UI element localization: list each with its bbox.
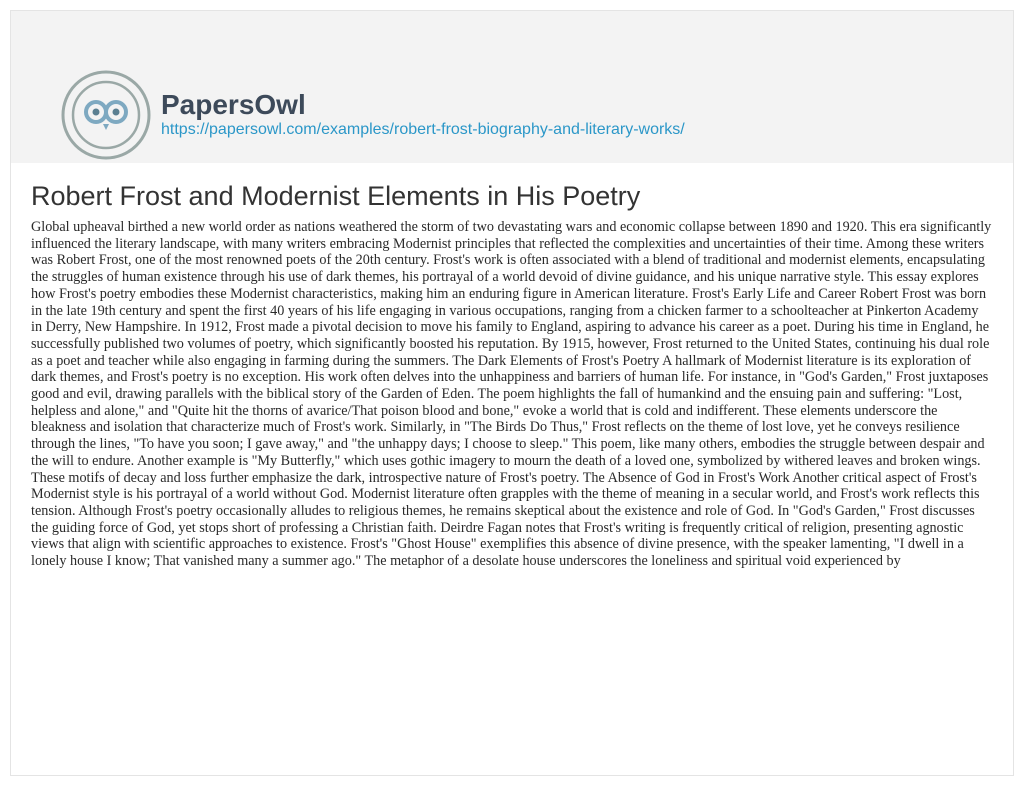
document-page xyxy=(10,10,1014,776)
site-header xyxy=(11,11,1013,163)
owl-logo-icon xyxy=(60,69,152,161)
page-bottom-fade xyxy=(11,725,1013,775)
page-title: Robert Frost and Modernist Elements in His Poetry xyxy=(31,181,641,211)
brand-name: PapersOwl xyxy=(161,89,306,120)
source-url-link[interactable]: https://papersowl.com/examples/robert-frost-biography-and-literary-works/ xyxy=(161,121,685,138)
essay-body-text: Global upheaval birthed a new world order as nations weathered the storm of two devastating wars and economic collapse between 1890 and 1920. This era significantly influenced the literary landscape, with many writers embracing Modernist principles that reflected the complexities and uncertainties of their time. Among these writers was Robert Frost, one of the most renowned poets of the 20th century. Frost's work is often associated with a blend of traditional and modernist elements, encapsulating the struggles of human existence through his use of dark themes, his portrayal of a world devoid of divine guidance, and his unique narrative style. This essay explores how Frost's poetry embodies these Modernist characteristics, making him an enduring figure in American literature. Frost's Early Life and Career Robert Frost was born in the late 19th century and spent the first 40 years of his life engaging in various occupations, ranging from a chicken farmer to a schoolteacher at Pinkerton Academy in Derry, New Hampshire. In 1912, Frost made a pivotal decision to move his family to England, aspiring to advance his career as a poet. During his time in England, he successfully published two volumes of poetry, which significantly boosted his reputation. By 1915, however, Frost returned to the United States, continuing his dual role as a poet and teacher while also engaging in farming during the summers. The Dark Elements of Frost's Poetry A hallmark of Modernist literature is its exploration of dark themes, and Frost's poetry is no exception. His work often delves into the unhappiness and barriers of human life. For instance, in "God's Garden," Frost juxtaposes good and evil, drawing parallels with the biblical story of the Garden of Eden. The poem highlights the fall of humankind and the ensuing pain and suffering: "Lost, helpless and alone," and "Quite hit the thorns of avarice/That poison blood and bone," evoke a world that is cold and indifferent. These elements underscore the bleakness and isolation that characterize much of Frost's work. Similarly, in "The Birds Do Thus," Frost reflects on the theme of lost love, yet he conveys resilience through the lines, "To have you soon; I gave away," and "the unhappy days; I choose to sleep." This poem, like many others, embodies the struggle between despair and the will to endure. Another example is "My Butterfly," which uses gothic imagery to mourn the death of a loved one, symbolized by withered leaves and broken wings. These motifs of decay and loss further emphasize the dark, introspective nature of Frost's poetry. The Absence of God in Frost's Work Another critical aspect of Frost's Modernist style is his portrayal of a world without God. Modernist literature often grapples with the theme of meaning in a secular world, and Frost's work reflects this tension. Although Frost's poetry occasionally alludes to religious themes, he remains skeptical about the existence and role of God. In "God's Garden," Frost discusses the guiding force of God, yet stops short of professing a Christian faith. Deirdre Fagan notes that Frost's writing is frequently critical of religion, presenting agnostic views that align with scientific approaches to existence. Frost's "Ghost House" exemplifies this absence of divine presence, with the speaker lamenting, "I dwell in a lonely house I know; That vanished many a summer ago." The metaphor of a desolate house underscores the loneliness and spiritual void experienced by xyxy=(31,219,992,570)
